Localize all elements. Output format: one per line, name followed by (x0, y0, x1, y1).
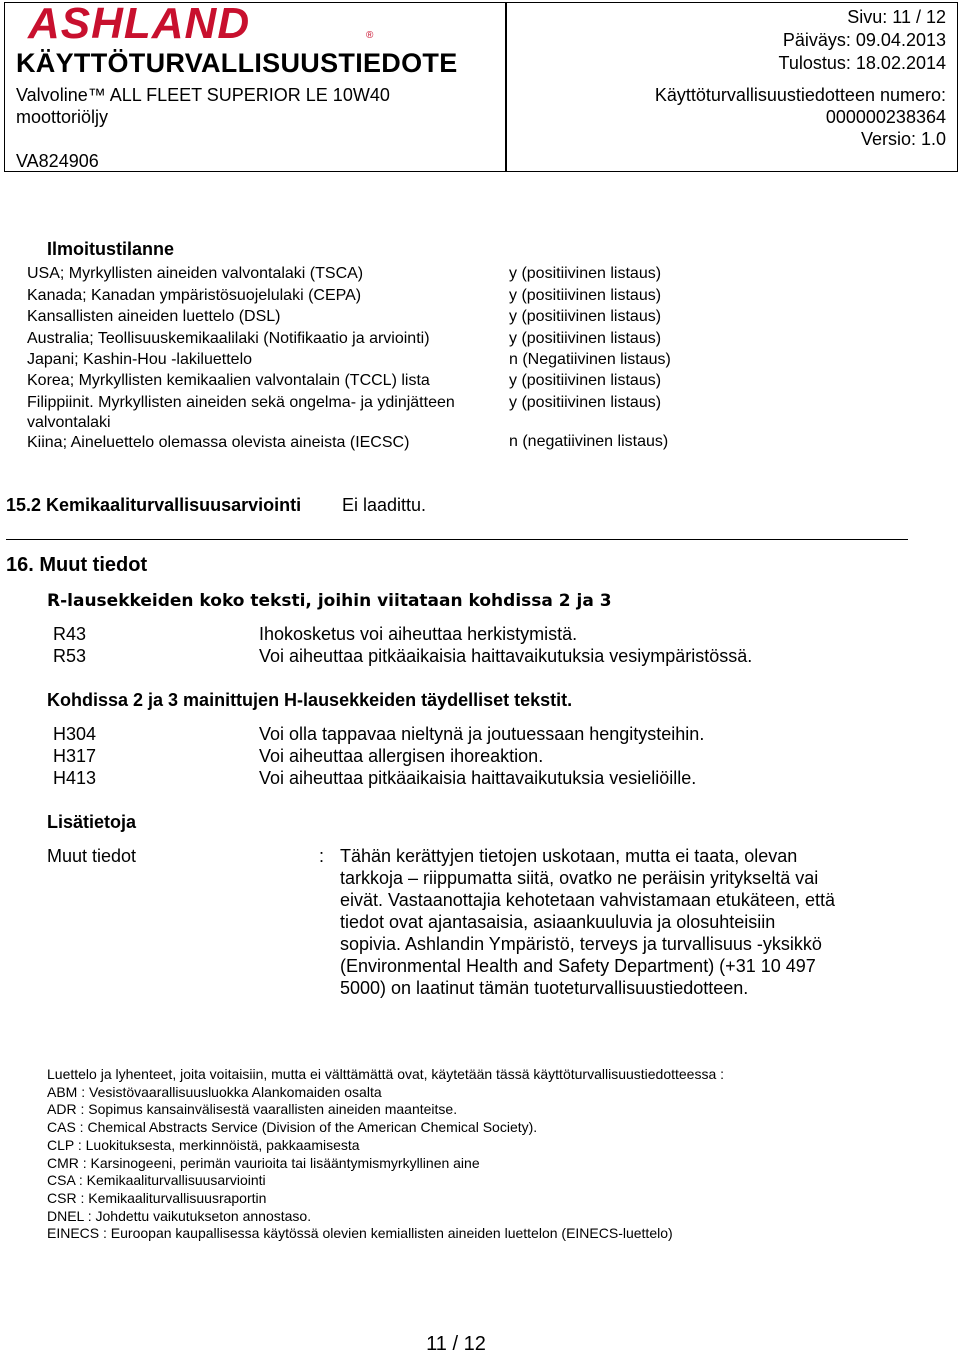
other-info-text-line: tarkkoja – riippumatta siitä, ovatko ne peräisin yritykseltä vai (340, 868, 819, 888)
other-info-text-line: eivät. Vastaanottajia kehotetaan vahvistamaan etukäteen, että (340, 890, 835, 910)
abbreviation-item: ADR : Sopimus kansainvälisestä vaarallisten aineiden maanteitse. (47, 1101, 458, 1117)
notification-label-cont: valvontalaki (27, 414, 111, 431)
logo-text: ASHLAND (28, 0, 251, 48)
abbreviation-item: CSR : Kemikaaliturvallisuusraportin (47, 1190, 267, 1206)
r-phrase-text: Ihokosketus voi aiheuttaa herkistymistä. (259, 624, 578, 644)
notification-label: Kansallisten aineiden luettelo (DSL) (27, 308, 281, 325)
section-divider (6, 539, 908, 540)
other-info-text-line: tiedot ovat ajantasaisia, asiaankuuluvia ja olosuhteisiin (340, 912, 776, 932)
page-number: 11 / 12 (426, 1333, 486, 1355)
ashland-logo (16, 0, 376, 48)
h-phrase-code: H413 (53, 768, 97, 788)
sds-number: 000000238364 (825, 107, 946, 127)
abbreviation-item: ABM : Vesistövaarallisuusluokka Alankomaiden osalta (47, 1084, 382, 1100)
notification-label: Japani; Kashin-Hou -lakiluettelo (27, 351, 253, 368)
r-phrase-text: Voi aiheuttaa pitkäaikaisia haittavaikutuksia vesiympäristössä. (259, 646, 753, 666)
notification-label: Australia; Teollisuuskemikaalilaki (Notifikaatio ja arviointi) (27, 330, 430, 347)
version-label: Versio: 1.0 (860, 129, 946, 149)
h-phrase-text: Voi aiheuttaa allergisen ihoreaktion. (259, 746, 544, 766)
r-phrase-code: R53 (53, 646, 87, 666)
date-label: Päiväys: 09.04.2013 (782, 30, 946, 50)
h-phrase-code: H304 (53, 724, 97, 744)
notification-status: y (positiivinen listaus) (509, 287, 662, 304)
notification-label: Kiina; Aineluettelo olemassa olevista aineista (IECSC) (27, 434, 410, 451)
abbreviation-item: CAS : Chemical Abstracts Service (Division of the American Chemical Society). (47, 1119, 538, 1135)
notification-status: n (negatiivinen listaus) (509, 433, 669, 450)
notification-label: USA; Myrkyllisten aineiden valvontalaki (TSCA) (27, 265, 364, 282)
notification-status: y (positiivinen listaus) (509, 372, 662, 389)
page-label: Sivu: 11 / 12 (847, 7, 946, 27)
abbreviation-item: EINECS : Euroopan kaupallisessa käytössä olevien kemiallisten aineiden luettelon (EINECS-luettelo) (47, 1225, 673, 1241)
notification-status: y (positiivinen listaus) (509, 330, 662, 347)
notification-status: n (Negatiivinen listaus) (509, 351, 671, 368)
abbreviation-item: DNEL : Johdettu vaikutukseton annostaso. (47, 1208, 312, 1224)
other-info-text-line: 5000) on laatinut tämän tuoteturvallisuustiedotteen. (340, 978, 749, 998)
other-info-colon: : (319, 846, 325, 866)
other-info-text-line: (Environmental Health and Safety Department) (+31 10 497 (340, 956, 816, 976)
notification-label: Korea; Myrkyllisten kemikaalien valvontalain (TCCL) lista (27, 372, 430, 389)
notification-status: y (positiivinen listaus) (509, 394, 662, 411)
section-16-title: 16. Muut tiedot (6, 554, 148, 576)
notification-label: Filippiinit. Myrkyllisten aineiden sekä ongelma- ja ydinjätteen (27, 394, 455, 411)
section-15-2-title: 15.2 Kemikaaliturvallisuusarviointi (6, 495, 302, 515)
h-phrase-text: Voi aiheuttaa pitkäaikaisia haittavaikutuksia vesieliöille. (259, 768, 697, 788)
print-date-label: Tulostus: 18.02.2014 (778, 53, 946, 73)
abbreviation-item: CSA : Kemikaaliturvallisuusarviointi (47, 1172, 266, 1188)
other-info-text-line: sopivia. Ashlandin Ympäristö, terveys ja turvallisuus -yksikkö (340, 934, 822, 954)
h-phrase-code: H317 (53, 746, 97, 766)
product-name-line1: Valvoline™ ALL FLEET SUPERIOR LE 10W40 (16, 85, 390, 105)
additional-info-title: Lisätietoja (47, 812, 137, 832)
section-15-2-value: Ei laadittu. (342, 495, 427, 515)
abbreviation-item: CLP : Luokituksesta, merkinnöistä, pakkaamisesta (47, 1137, 360, 1153)
notification-status: y (positiivinen listaus) (509, 265, 662, 282)
r-phrase-code: R43 (53, 624, 87, 644)
notification-label: Kanada; Kanadan ympäristösuojelulaki (CEPA) (27, 287, 362, 304)
abbreviation-item: CMR : Karsinogeeni, perimän vaurioita tai lisääntymismyrkyllinen aine (47, 1155, 480, 1171)
notification-status: y (positiivinen listaus) (509, 308, 662, 325)
other-info-text-line: Tähän kerättyjen tietojen uskotaan, mutta ei taata, olevan (340, 846, 798, 866)
h-phrases-title: Kohdissa 2 ja 3 mainittujen H-lausekkeiden täydelliset tekstit. (47, 690, 573, 710)
h-phrase-text: Voi olla tappavaa nieltynä ja joutuessaan hengitysteihin. (259, 724, 705, 744)
other-info-label: Muut tiedot (47, 846, 137, 866)
notification-title: Ilmoitustilanne (47, 239, 175, 259)
product-code: VA824906 (16, 151, 99, 171)
sds-number-label: Käyttöturvallisuustiedotteen numero: (654, 85, 946, 105)
abbreviations-intro: Luettelo ja lyhenteet, joita voitaisiin, mutta ei välttämättä ovat, käytetään tässä käyttöturvallisuustiedotteessa : (47, 1066, 725, 1082)
document-type-title: KÄYTTÖTURVALLISUUSTIEDOTE (16, 48, 458, 78)
product-name-line2: moottoriöljy (16, 107, 109, 127)
registered-mark: ® (366, 30, 374, 41)
r-phrases-title: R-lausekkeiden koko teksti, joihin viitataan kohdissa 2 ja 3 (47, 591, 612, 611)
